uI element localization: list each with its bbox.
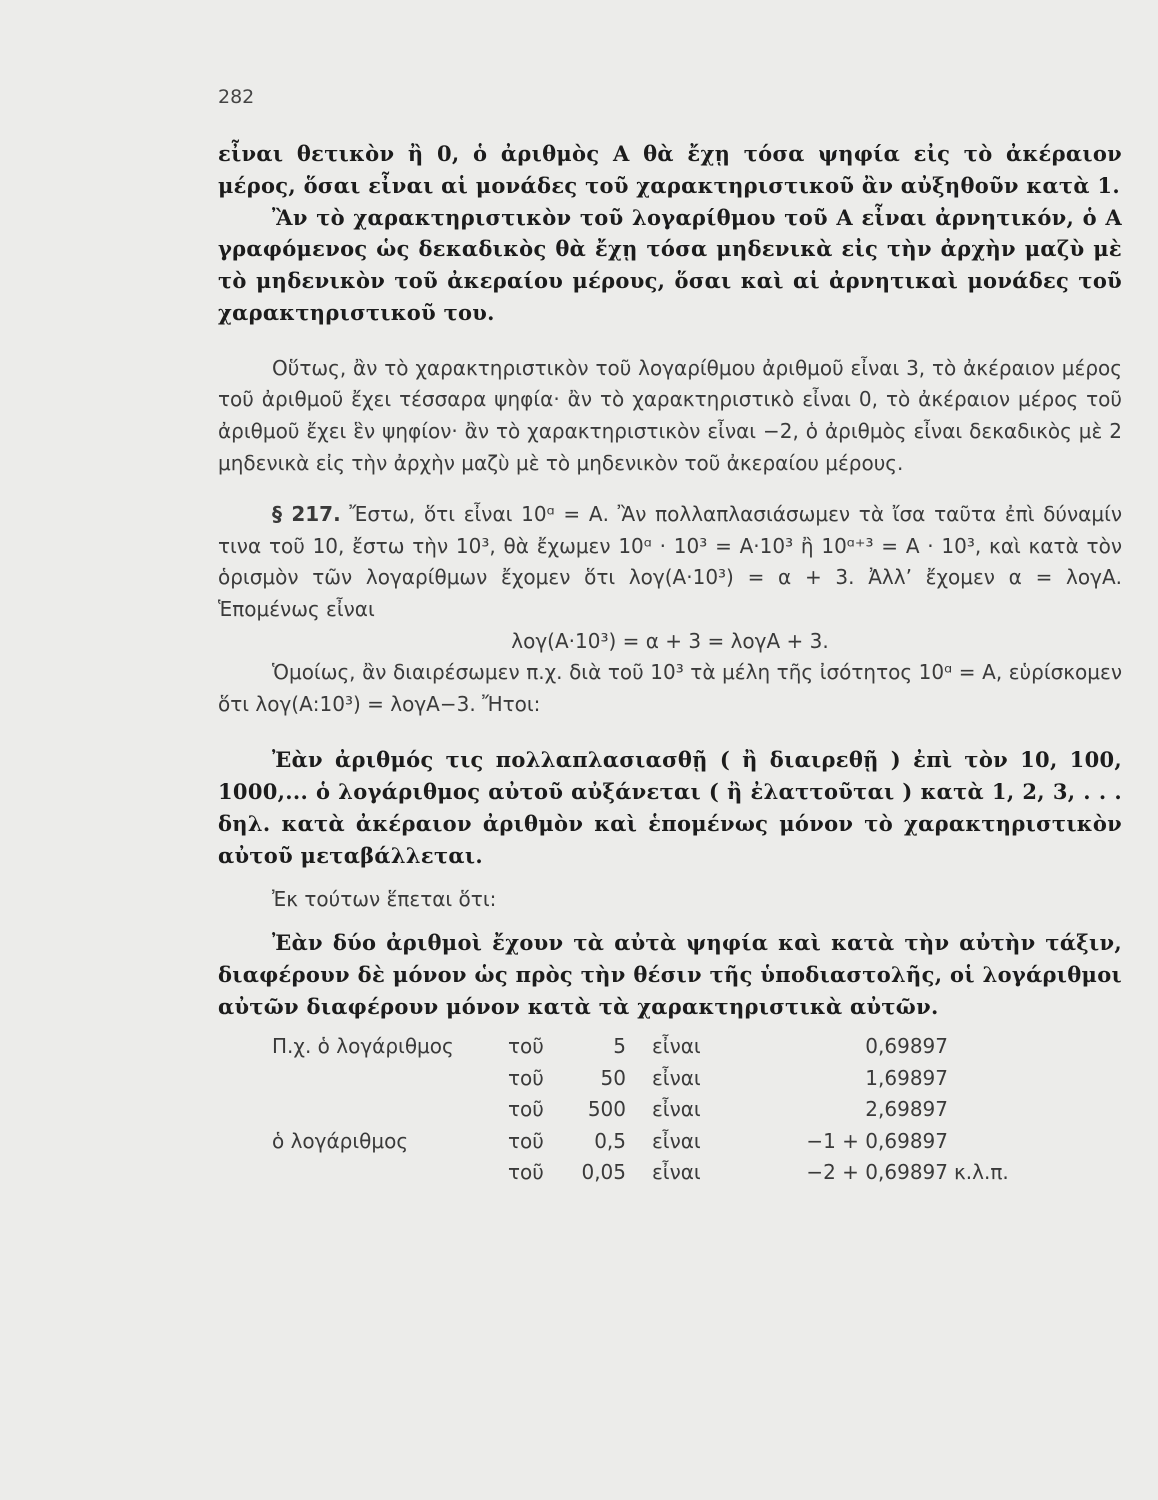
row-number: 50 <box>600 1065 626 1090</box>
formula-line: λογ(Α·10³) = α + 3 = λογΑ + 3. <box>511 628 829 653</box>
page-content <box>218 138 1122 1191</box>
paragraph-division: Ὁμοίως, ἂν διαιρέσωμεν π.χ. διὰ τοῦ 10³ τὰ μέλη τῆς ἰσότητος 10ᵅ = Α, εὑρίσκομεν ὅτι λογ(Α:10³) = λογΑ−3. Ἤτοι: <box>218 660 1122 716</box>
row-logarithm: −2 + 0,69897 <box>806 1160 948 1185</box>
row-einai: εἶναι <box>652 1128 701 1153</box>
row-einai: εἶναι <box>652 1160 701 1185</box>
row-number: 0,05 <box>581 1160 626 1185</box>
page-number: 282 <box>218 86 255 108</box>
row-einai: εἶναι <box>652 1034 701 1059</box>
row-einai: εἶναι <box>652 1065 701 1090</box>
row-tou: τοῦ <box>508 1160 544 1185</box>
row-logarithm: 1,69897 <box>865 1065 948 1090</box>
row-prefix: ὁ λογάριθμος <box>272 1128 409 1153</box>
section-number: § 217. <box>272 502 341 527</box>
row-suffix: κ.λ.π. <box>954 1160 1009 1185</box>
row-logarithm: 0,69897 <box>865 1034 948 1059</box>
table-row <box>218 1129 1122 1160</box>
row-tou: τοῦ <box>508 1128 544 1153</box>
paragraph-section-217 <box>218 499 1122 625</box>
table-row <box>218 1097 1122 1128</box>
row-number: 5 <box>613 1034 626 1059</box>
rule-multiplication: Ἐὰν ἀριθμός τις πολλαπλασιασθῇ ( ἢ διαιρεθῇ ) ἐπὶ τὸν 10, 100, 1000,... ὁ λογάριθμος αὐτοῦ αὐξάνεται ( ἢ ἐλαττοῦται ) κατὰ 1, 2, 3, . . . δηλ. κατὰ ἀκέραιον ἀριθμὸν καὶ ἑπομένως μόνον τὸ χαρακτηριστικὸν αὐτοῦ μεταβάλλεται. <box>218 747 1122 868</box>
section-217-text: Ἔστω, ὅτι εἶναι 10ᵅ = Α. Ἂν πολλαπλασιάσωμεν τὰ ἴσα ταῦτα ἐπὶ δύναμίν τινα τοῦ 10, ἔστω τὴν 10³, θὰ ἔχωμεν 10ᵅ · 10³ = Α·10³ ἢ 10ᵅ⁺³ = Α · 10³, καὶ κατὰ τὸν ὁρισμὸν τῶν λογαρίθμων ἔχομεν ὅτι λογ(Α·10³) = α + 3. Ἀλλ’ ἔχομεν α = λογΑ. Ἑπομένως εἶναι <box>218 502 1123 621</box>
row-prefix: Π.χ. ὁ λογάριθμος <box>272 1034 454 1059</box>
logarithm-examples-table <box>218 1034 1122 1191</box>
row-einai: εἶναι <box>652 1097 701 1122</box>
paragraph-examples: Οὕτως, ἂν τὸ χαρακτηριστικὸν τοῦ λογαρίθμου ἀριθμοῦ εἶναι 3, τὸ ἀκέραιον μέρος τοῦ ἀριθμοῦ ἔχει τέσσαρα ψηφία· ἂν τὸ χαρακτηριστικὸ εἶναι 0, τὸ ἀκέραιον μέρος τοῦ ἀριθμοῦ ἔχει ἓν ψηφίον· ἂν τὸ χαρακτηριστικὸν εἶναι −2, ὁ ἀριθμὸς εἶναι δεκαδικὸς μὲ 2 μηδενικὰ εἰς τὴν ἀρχὴν μαζὺ μὲ τὸ μηδενικὸν τοῦ ἀκεραίου μέρους. <box>218 355 1122 475</box>
row-logarithm: −1 + 0,69897 <box>806 1128 948 1153</box>
table-row <box>218 1034 1122 1065</box>
rule-same-digits: Ἐὰν δύο ἀριθμοὶ ἔχουν τὰ αὐτὰ ψηφία καὶ κατὰ τὴν αὐτὴν τάξιν, διαφέρουν δὲ μόνον ὡς πρὸς τὴν θέσιν τῆς ὑποδιαστολῆς, οἱ λογάριθμοι αὐτῶν διαφέρουν μόνον κατὰ τὰ χαρακτηριστικὰ αὐτῶν. <box>218 930 1122 1019</box>
row-number: 500 <box>587 1097 626 1122</box>
row-logarithm: 2,69897 <box>865 1097 948 1122</box>
paragraph-positive-characteristic: εἶναι θετικὸν ἢ 0, ὁ ἀριθμὸς Α θὰ ἔχῃ τόσα ψηφία εἰς τὸ ἀκέραιον μέρος, ὅσαι εἶναι αἱ μονάδες τοῦ χαρακτηριστικοῦ ἂν αὐξηθοῦν κατὰ 1. <box>218 141 1122 198</box>
paragraph-consequence: Ἐκ τούτων ἕπεται ὅτι: <box>272 886 497 911</box>
row-tou: τοῦ <box>508 1065 544 1090</box>
row-tou: τοῦ <box>508 1034 544 1059</box>
row-tou: τοῦ <box>508 1097 544 1122</box>
paragraph-negative-characteristic: Ἂν τὸ χαρακτηριστικὸν τοῦ λογαρίθμου τοῦ Α εἶναι ἀρνητικόν, ὁ Α γραφόμενος ὡς δεκαδικὸς θὰ ἔχῃ τόσα μηδενικὰ εἰς τὴν ἀρχὴν μαζὺ μὲ τὸ μηδενικὸν τοῦ ἀκεραίου μέρους, ὅσαι καὶ αἱ ἀρνητικαὶ μονάδες τοῦ χαρακτηριστικοῦ του. <box>218 204 1122 325</box>
row-number: 0,5 <box>594 1128 626 1153</box>
table-row <box>218 1066 1122 1097</box>
table-row <box>218 1160 1122 1191</box>
